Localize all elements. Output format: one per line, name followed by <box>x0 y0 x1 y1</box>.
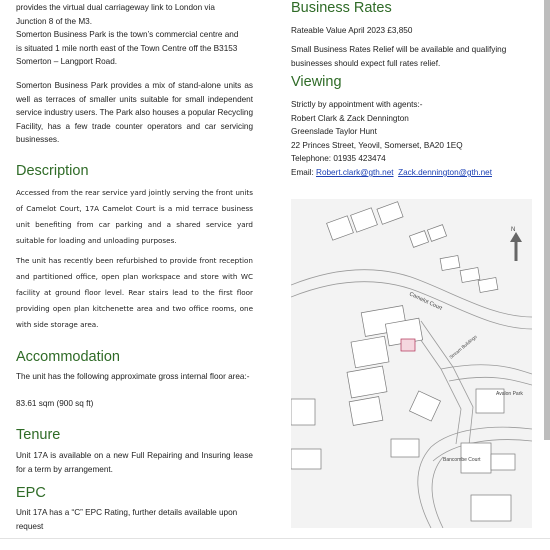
epc-heading: EPC <box>16 485 46 501</box>
rateable-value: Rateable Value April 2023 £3,850 <box>291 26 413 35</box>
description-para-2: The unit has recently been refurbished to provide front reception and partitioned office, open plan workspace and store with WC facility at ground floor level. Rear stairs lead to the first floor providing open plan kitchenette area and two office rooms, one with side storage area. <box>16 256 253 329</box>
intro-line: Junction 8 of the M3. <box>16 16 93 26</box>
epc-text: Unit 17A has a “C” EPC Rating, further details available upon request <box>16 508 238 531</box>
email-label: Email: <box>291 167 317 177</box>
map-label-stream: Stream Buildings <box>448 334 478 360</box>
description-para-1: Accessed from the rear service yard jointly serving the front units of Camelot Court, 17A Camelot Court is a mid terrace business unit benefiting from car parking and a shared service yard suitable for loading and unloading purposes. <box>16 188 253 245</box>
map-label-bancombe: Bancombe Court <box>443 457 481 463</box>
footer-divider <box>0 538 550 539</box>
intro-line: Somerton Business Park is the town’s commercial centre and <box>16 30 239 40</box>
svg-text:N: N <box>511 227 516 233</box>
viewing-line: Telephone: 01935 423474 <box>291 154 386 164</box>
accommodation-heading: Accommodation <box>16 349 120 365</box>
email-link-zack[interactable]: Zack.dennington@gth.net <box>398 167 492 177</box>
rates-relief: Small Business Rates Relief will be available and qualifying businesses should expect full rates relief. <box>291 45 507 68</box>
viewing-block <box>291 98 541 180</box>
viewing-line: Strictly by appointment with agents:- <box>291 100 423 109</box>
tenure-text: Unit 17A is available on a new Full Repairing and Insuring lease for a term by arrangement. <box>16 451 253 474</box>
viewing-line: 22 Princes Street, Yeovil, Somerset, BA20 1EQ <box>291 140 463 150</box>
tenure-heading: Tenure <box>16 427 61 443</box>
viewing-line: Robert Clark & Zack Dennington <box>291 113 409 123</box>
intro-block <box>16 1 253 69</box>
viewing-line: Greenslade Taylor Hunt <box>291 127 377 137</box>
park-paragraph: Somerton Business Park provides a mix of stand-alone units as well as terraces of smaller units suitable for small independent service industry users. The Park also houses a popular Recycling Facility, has a few trade counter operators and car servicing businesses. <box>16 81 253 145</box>
location-map <box>291 199 532 528</box>
description-heading: Description <box>16 163 89 179</box>
page-edge-bar <box>544 0 550 440</box>
intro-line: is situated 1 mile north east of the Town Centre off the B3153 <box>16 43 238 53</box>
email-link-robert[interactable]: Robert.clark@gth.net <box>316 167 394 177</box>
map-label-camelot: Camelot Court <box>408 291 443 312</box>
intro-line: Somerton – Langport Road. <box>16 57 118 67</box>
intro-line: provides the virtual dual carriageway link to London via <box>16 3 215 12</box>
email-line <box>291 166 541 180</box>
viewing-heading: Viewing <box>291 74 342 90</box>
accommodation-text: The unit has the following approximate gross internal floor area:- <box>16 372 250 381</box>
accommodation-area: 83.61 sqm (900 sq ft) <box>16 399 94 408</box>
map-label-avalon: Avalon Park <box>496 391 523 397</box>
business-rates-heading: Business Rates <box>291 0 392 16</box>
